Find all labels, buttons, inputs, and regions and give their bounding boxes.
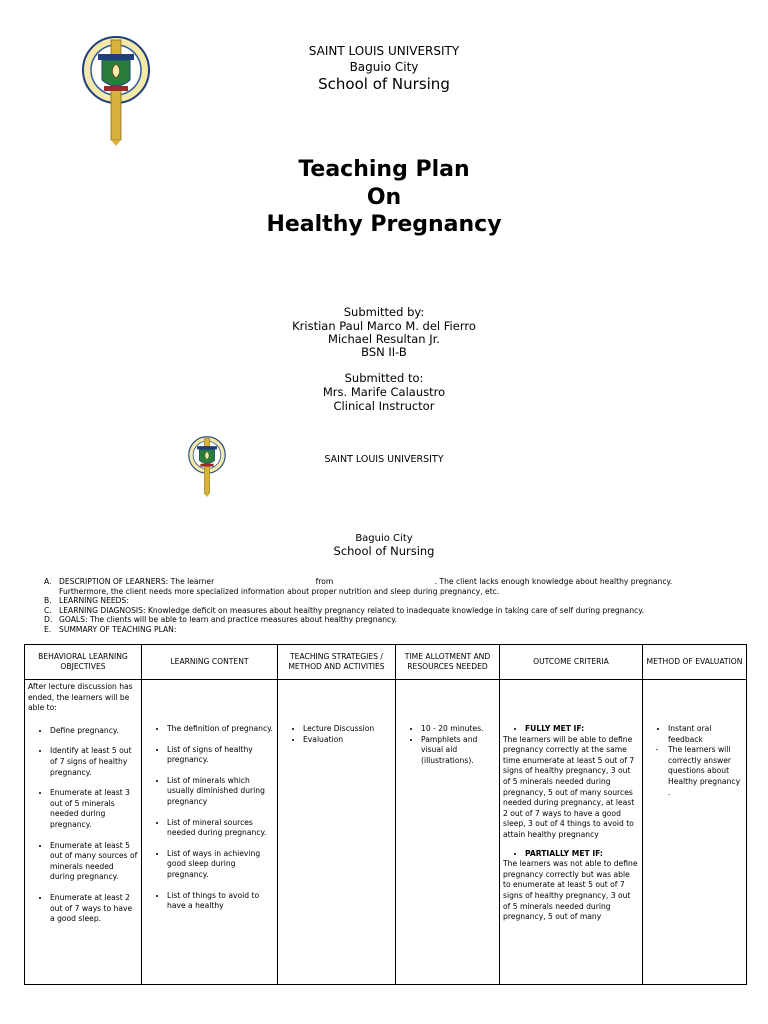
desc-item-a	[44, 577, 744, 587]
title-line-3: Healthy Pregnancy	[266, 212, 502, 237]
desc-item-e	[44, 625, 744, 635]
desc-a-continuation: Furthermore, the client needs more specialized information about proper nutrition and sleep during pregnancy, etc.	[59, 586, 500, 596]
dash-bullet: -	[655, 745, 659, 755]
fully-met-text: The learners will be able to define pregnancy correctly at the same time enumerate at least 5 out of 7 signs of healthy pregnancy, 3 out of 5 minerals needed during pregnancy, 5 out of many sources needed during pregnancy, at least 2 out of 7 ways to have a good sleep, 3 out of 4 things to avoid to attain healthy pregnancy	[503, 734, 635, 839]
list-item: • Identify at least 5 out of 7 signs of healthy pregnancy.	[50, 746, 138, 778]
instructor-title: Clinical Instructor	[333, 399, 435, 413]
partially-met-text: The learners was not able to define pregnancy correctly but was able to enumerate at least 5 out of 7 signs of healthy pregnancy, 3 out of 5 minerals needed during pregnancy, 5 out of many	[503, 859, 638, 922]
desc-d-text: GOALS: The clients will be able to learn and practice measures about healthy pregnancy.	[59, 615, 398, 624]
desc-a-letter: A.	[44, 577, 52, 586]
list-item: • Pamphlets and visual aid (illustrations).	[421, 735, 496, 767]
desc-item-c	[44, 606, 744, 616]
outcome-cell	[500, 680, 643, 985]
city-name: Baguio City	[349, 60, 419, 74]
school-name: School of Nursing	[318, 75, 450, 93]
header-objectives: BEHAVIORAL LEARNING OBJECTIVES	[25, 645, 142, 680]
outcome-partial-list	[503, 849, 639, 860]
section: BSN II-B	[361, 345, 407, 359]
resources-cell	[396, 680, 500, 985]
list-item: • 10 - 20 minutes.	[421, 724, 496, 735]
resources-list	[399, 724, 496, 766]
list-item: • The definition of pregnancy.	[167, 724, 274, 735]
table-row	[25, 680, 747, 985]
list-item: • Enumerate at least 2 out of 7 ways to have a good sleep.	[50, 893, 138, 925]
desc-c-text: LEARNING DIAGNOSIS: Knowledge deficit on measures about healthy pregnancy related to inadequate knowledge in taking care of self during pregnancy.	[59, 605, 645, 615]
content-list	[145, 724, 274, 912]
university-name-2: SAINT LOUIS UNIVERSITY	[324, 454, 444, 465]
list-item: • Lecture Discussion	[303, 724, 392, 735]
school-name-2: School of Nursing	[333, 544, 435, 558]
desc-e-text: SUMMARY OF TEACHING PLAN:	[59, 624, 177, 634]
list-item: • Instant oral feedback	[668, 724, 743, 745]
header-evaluation: METHOD OF EVALUATION	[643, 645, 747, 680]
desc-a-text: DESCRIPTION OF LEARNERS: The learner from . The client lacks enough knowledge about healthy pregnancy.	[59, 577, 673, 586]
desc-item-d	[44, 615, 744, 625]
university-name: SAINT LOUIS UNIVERSITY	[308, 44, 460, 58]
desc-item-b	[44, 596, 744, 606]
title-line-2: On	[366, 185, 402, 210]
outcome-fully-list	[503, 724, 639, 735]
fully-met-label: • FULLY MET IF:	[525, 724, 639, 735]
objectives-list	[28, 726, 138, 925]
title-line-1: Teaching Plan	[298, 157, 470, 182]
university-seal-logo-small	[186, 432, 228, 500]
submitted-by-label: Submitted by:	[343, 305, 425, 319]
evaluation-list	[646, 724, 743, 745]
list-item: • List of minerals which usually diminished during pregnancy	[167, 776, 274, 808]
evaluation-item-2: The learners will correctly answer questions about Healthy pregnancy .	[668, 745, 741, 797]
evaluation-cell	[643, 680, 747, 985]
city-name-2: Baguio City	[355, 533, 413, 544]
learner-description-list	[44, 577, 744, 634]
author-1: Kristian Paul Marco M. del Fierro	[292, 319, 476, 333]
desc-c-letter: C.	[44, 605, 52, 615]
content-cell	[142, 680, 278, 985]
list-item: • Enumerate at least 3 out of 5 minerals needed during pregnancy.	[50, 788, 138, 830]
header-outcome: OUTCOME CRITERIA	[500, 645, 643, 680]
list-item: • List of ways in achieving good sleep during pregnancy.	[167, 849, 274, 881]
desc-d-letter: D.	[44, 615, 53, 624]
teaching-plan-table	[24, 644, 747, 985]
header-content: LEARNING CONTENT	[142, 645, 278, 680]
submitted-to-label: Submitted to:	[344, 371, 424, 385]
objectives-cell	[25, 680, 142, 985]
instructor-name: Mrs. Marife Calaustro	[322, 385, 446, 399]
author-2: Michael Resultan Jr.	[328, 332, 440, 346]
desc-b-text: LEARNING NEEDS:	[59, 596, 129, 605]
strategies-cell	[278, 680, 396, 985]
objectives-intro: After lecture discussion has ended, the learners will be able to:	[28, 682, 133, 713]
list-item: • List of things to avoid to have a healthy	[167, 891, 274, 912]
list-item: • Evaluation	[303, 735, 392, 746]
strategies-list	[281, 724, 392, 745]
header-strategies: TEACHING STRATEGIES / METHOD AND ACTIVITIES	[278, 645, 396, 680]
desc-e-letter: E.	[44, 624, 52, 634]
list-item: • List of mineral sources needed during pregnancy.	[167, 818, 274, 839]
list-item: • Define pregnancy.	[50, 726, 138, 737]
partially-met-label: • PARTIALLY MET IF:	[525, 849, 639, 860]
list-item: • Enumerate at least 5 out of many sources of minerals needed during pregnancy.	[50, 841, 138, 883]
header-resources: TIME ALLOTMENT AND RESOURCES NEEDED	[396, 645, 500, 680]
list-item: • List of signs of healthy pregnancy.	[167, 745, 274, 766]
table-header-row	[25, 645, 747, 680]
desc-b-letter: B.	[44, 596, 52, 605]
evaluation-dash-item	[646, 745, 743, 798]
